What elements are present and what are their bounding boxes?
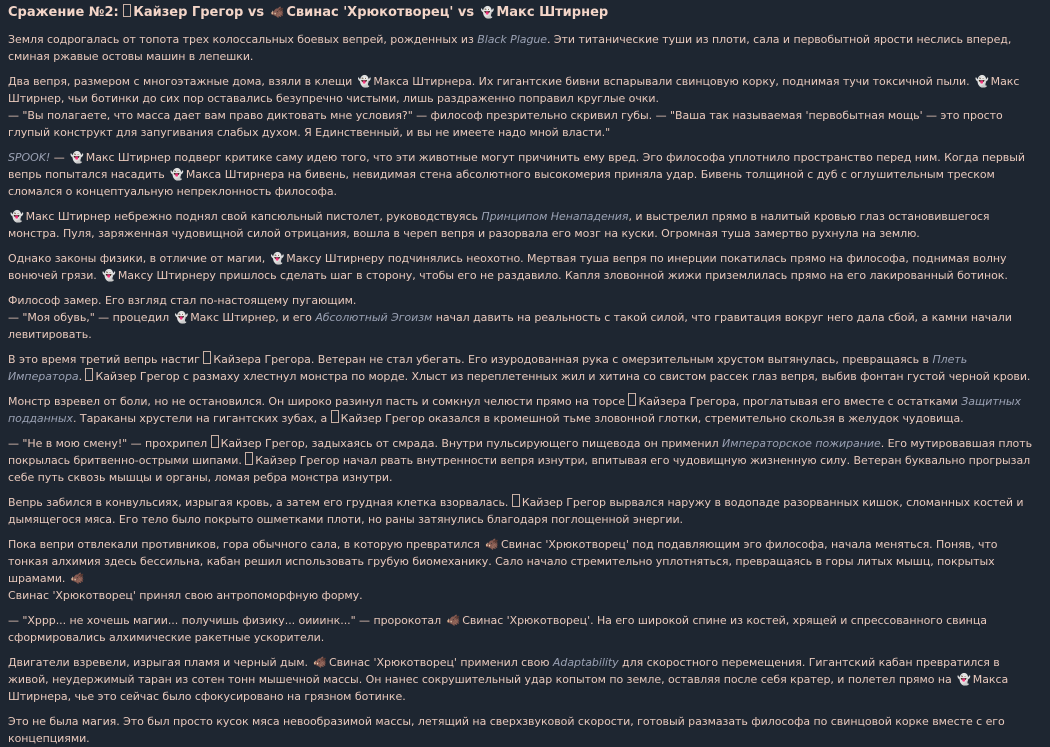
ghost-icon: 👻	[174, 311, 189, 324]
text-segment: Кайзера Грегора, проглатывая его вместе с остатками	[638, 395, 962, 408]
emphasis-text: Adaptability	[552, 656, 619, 669]
text-segment: .	[78, 370, 86, 383]
text-segment: Свинас 'Хрюкотворец'. На его широкой спине из костей, хрящей и спрессованного свинца сформировались алхимические ракетные ускорители.	[8, 614, 987, 644]
text-segment: . Эти титанические туши из плоти, сала и первобытной ярости неслись вперед, сминая ржавые остовы машин в лепешки.	[8, 33, 1012, 63]
text-segment: Макс Штирнер, и его	[190, 311, 316, 324]
boar-icon: 🐗	[446, 614, 461, 627]
text-segment: Это не была магия. Это был просто кусок мяса невообразимой массы, летящий на сверхзвуковой скорости, готовый размазать философа по свинцовой корке вместе с его концепциями.	[8, 715, 1005, 745]
text-segment: Максу Штирнеру подчинялись неохотно. Мертвая туша вепря по инерции покатилась прямо на философа, поднимая волну вонючей грязи.	[8, 252, 1007, 282]
story-paragraph	[8, 654, 1040, 705]
kaiser-icon	[123, 4, 131, 17]
text-segment: Кайзер Грегор с размаху хлестнул монстра по морде. Хлыст из переплетенных жил и хитина со свистом рассек глаз вепря, выбив фонтан густой черной крови.	[95, 370, 1031, 383]
text-segment: Макса Штирнера. Их гигантские бивни вспарывали свинцовую корку, поднимая тучи токсичной пыли.	[373, 75, 973, 88]
story-paragraph	[8, 435, 1040, 486]
boar-icon: 🐗	[70, 572, 85, 585]
text-segment: — "Моя обувь," — процедил	[8, 311, 173, 324]
story-paragraph	[8, 292, 1040, 343]
text-segment: Макс Штирнер подверг критике саму идею того, что эти животные могут причинить ему вред. Эго философа уплотнило пространство перед ним. Когда первый вепрь попытался насадить	[8, 151, 1025, 181]
text-segment: начал давить на реальность с такой силой, что гравитация вокруг него дала сбой, а камни начали левитировать.	[8, 311, 1012, 341]
story-paragraph	[8, 612, 1040, 646]
story-paragraph	[8, 31, 1040, 65]
text-segment: Свинас 'Хрюкотворец' применил свою	[329, 656, 553, 669]
story-paragraph	[8, 713, 1040, 747]
boar-icon: 🐗	[485, 538, 499, 551]
ghost-icon: 👻	[974, 75, 989, 88]
ghost-icon: 👻	[170, 168, 184, 181]
text-segment: Пока вепри отвлекали противников, гора обычного сала, в которую превратился	[8, 538, 484, 551]
text-segment: Философ замер. Его взгляд стал по-настоящему пугающим.	[8, 294, 357, 307]
text-segment: Два вепря, размером с многоэтажные дома, взяли в клещи	[8, 75, 356, 88]
emphasis-text: Абсолютный Эгоизм	[315, 311, 433, 324]
ghost-icon: 👻	[480, 6, 495, 19]
text-segment: для скоростного перемещения. Гигантский кабан превратился в живой, неудержимый таран из сотен тонн мышечной массы. Он нанес сокрушительный удар копытом по земле, оставляя после себя кратер, и полетел прямо на	[8, 656, 1000, 686]
text-segment: Макса Штирнера, чье это сейчас было сфокусировано на грязном ботинке.	[8, 673, 1009, 703]
text-segment: Макс Штирнер небрежно поднял свой капсюльный пистолет, руководствуясь	[25, 210, 482, 223]
kaiser-icon	[331, 410, 339, 423]
text-segment: Кайзер Грегор вырвался наружу в водопаде разорванных кишок, сломанных костей и дымящегося мяса. Его тело было покрыто ошметками плоти, но раны затянулись благодаря поглощенной энергии.	[8, 496, 1024, 526]
text-segment: Кайзер Грегор оказался в кромешной тьме зловонной глотки, стремительно скользя в желудок чудовища.	[340, 412, 964, 425]
text-segment: — "Вы полагаете, что масса дает вам право диктовать мне условия?" — философ презрительно скривил губы. — "Ваша так называемая 'первобытная мощь' — это просто глупый конструкт для запугивания слабых духом. Я Единственный, и вы не имеете надо мной власти."	[8, 109, 1003, 139]
ghost-icon: 👻	[102, 269, 116, 282]
text-segment: . Тараканы хрустели на гигантских зубах, а	[73, 412, 331, 425]
story-paragraph	[8, 536, 1040, 604]
ghost-icon: 👻	[270, 252, 285, 265]
story-paragraph	[8, 393, 1040, 427]
story-paragraph	[8, 149, 1040, 200]
emphasis-text: Принципом Ненападения	[481, 210, 629, 223]
ghost-icon: 👻	[70, 151, 84, 164]
emphasis-text: Плеть Императора	[8, 353, 968, 383]
kaiser-icon	[211, 435, 219, 448]
kaiser-icon	[512, 494, 520, 507]
emphasis-text: Защитных подданных	[8, 395, 1021, 425]
text-segment: Вепрь забился в конвульсиях, изрыгая кровь, а затем его грудная клетка взорвалась.	[8, 496, 512, 509]
text-segment: Монстр взревел от боли, но не остановился. Он широко разинул пасть и сомкнул челюсти прямо на торсе	[8, 395, 629, 408]
text-segment: Свинас 'Хрюкотворец' принял свою антропоморфную форму.	[8, 589, 363, 602]
text-segment: , и выстрелил прямо в налитый кровью глаз остановившегося монстра. Пуля, заряженная чудовищной силой отрицания, вошла в череп вепря и разорвала его мозг на куски. Огромная туша замертво рухнула на землю.	[8, 210, 990, 240]
text-segment: Кайзера Грегора. Ветеран не стал убегать. Его изуродованная рука с омерзительным хрустом вытянулась, превращаясь в	[213, 353, 933, 366]
ghost-icon: 👻	[357, 75, 372, 88]
text-segment: Двигатели взревели, изрыгая пламя и черный дым.	[8, 656, 312, 669]
text-segment: Свинас 'Хрюкотворец' под подавляющим эго философа, начала меняться. Поняв, что тонкая алхимия здесь бессильна, кабан решил использовать грубую биомеханику. Сало начало стремительно уплотняться, превращаясь в горы литых мышц, покрытых шрамами.	[8, 538, 998, 585]
text-segment: Кайзер Грегор начал рвать внутренности вепря изнутри, впитывая его чудовищную жизненную силу. Ветеран буквально прогрызал себе путь сквозь мышцы и органы, ломая ребра монстра изнутри.	[8, 454, 1031, 484]
emphasis-text: SPOOK!	[8, 151, 51, 164]
page-title: Сражение №2: Кайзер Грегор vs 🐗 Свинас 'Хрюкотворец' vs 👻 Макс Штирнер	[8, 5, 609, 20]
text-segment: Кайзер Грегор, задыхаясь от смрада. Внутри пульсирующего пищевода он применил	[220, 437, 723, 450]
story-content	[8, 31, 1040, 747]
ghost-icon: 👻	[957, 673, 971, 686]
story-paragraph	[8, 250, 1040, 284]
kaiser-icon	[203, 351, 211, 364]
story-paragraph	[8, 351, 1040, 385]
text-segment: — "Не в мою смену!" — прохрипел	[8, 437, 211, 450]
text-segment: Макса Штирнера на бивень, невидимая стена абсолютного высокомерия приняла удар. Бивень толщиной с дуб с оглушительным треском сломался о концептуальную непреклонность философа.	[8, 168, 995, 198]
text-segment: Макс Штирнер, чьи ботинки до сих пор оставались безупречно чистыми, лишь раздраженно поправил круглые очки.	[8, 75, 1020, 105]
story-paragraph	[8, 494, 1040, 528]
text-segment: . Его мутировавшая плоть покрылась бритвенно-острыми шипами.	[8, 437, 1033, 467]
text-segment: Максу Штирнеру пришлось сделать шаг в сторону, чтобы его не раздавило. Капля зловонной жижи приземлилась прямо на его лакированный ботинок.	[117, 269, 1008, 282]
text-segment: Земля содрогалась от топота трех колоссальных боевых вепрей, рожденных из	[8, 33, 478, 46]
emphasis-text: Императорское пожирание	[722, 437, 881, 450]
text-segment: —	[50, 151, 69, 164]
story-paragraph	[8, 208, 1040, 242]
text-segment: В это время третий вепрь настиг	[8, 353, 204, 366]
ghost-icon: 👻	[10, 210, 24, 223]
kaiser-icon	[628, 393, 636, 406]
kaiser-icon	[85, 368, 93, 381]
emphasis-text: Black Plague	[477, 33, 548, 46]
story-paragraph	[8, 73, 1040, 141]
boar-icon: 🐗	[313, 656, 328, 669]
text-segment: Однако законы физики, в отличие от магии,	[8, 252, 269, 265]
kaiser-icon	[245, 452, 253, 465]
boar-icon: 🐗	[270, 6, 285, 19]
text-segment: — "Хррр... не хочешь магии... получишь физику... оииинк..." — пророкотал	[8, 614, 445, 627]
